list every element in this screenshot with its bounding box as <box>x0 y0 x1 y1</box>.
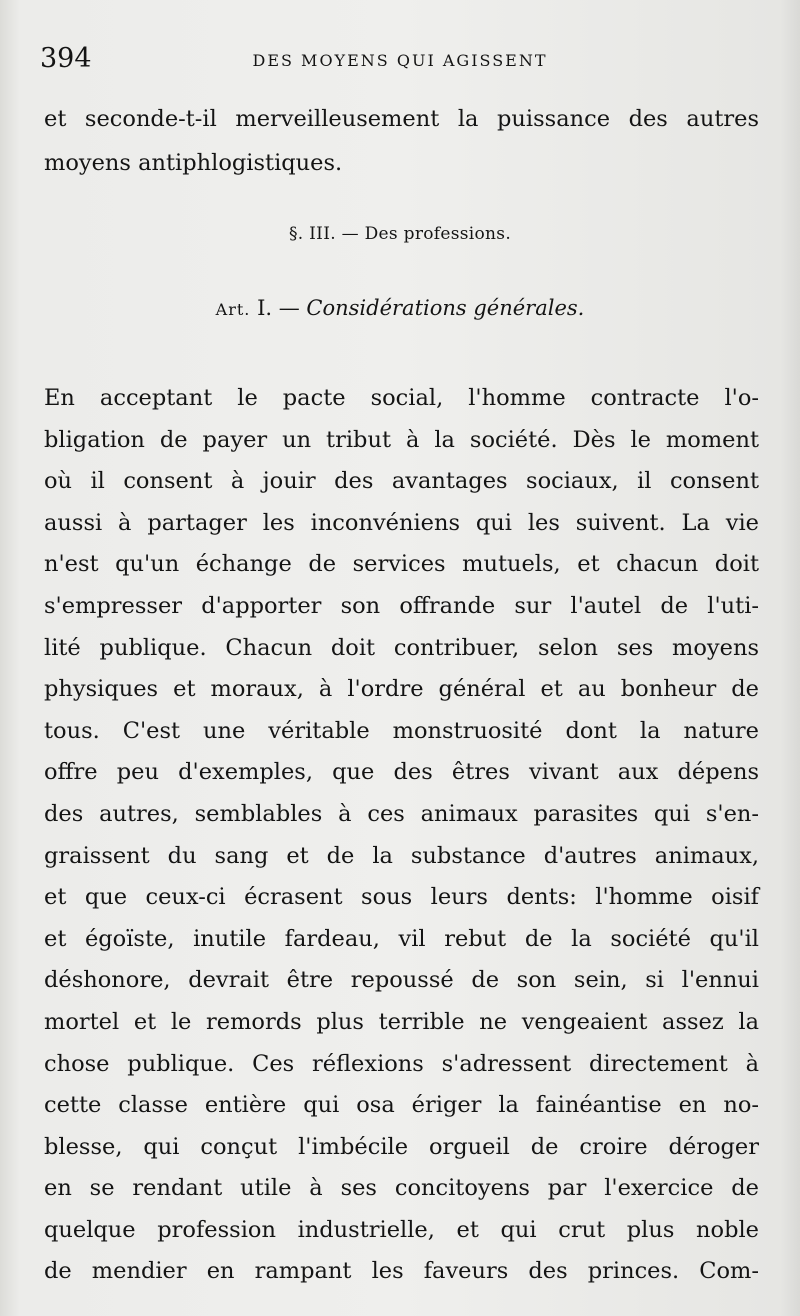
body-paragraph <box>44 378 759 1293</box>
page-header <box>40 43 760 83</box>
text-line: et seconde-t-il merveilleusement la puissance des autres <box>44 106 759 132</box>
text-line: des autres, semblables à ces animaux parasites qui s'en- <box>44 800 759 827</box>
text-line: tous. C'est une véritable monstruosité dont la nature <box>44 717 759 744</box>
text-line: offre peu d'exemples, que des êtres vivant aux dépens <box>44 759 759 786</box>
text-line: aussi à partager les inconvéniens qui les suivent. La vie <box>44 509 759 536</box>
text-line: où il consent à jouir des avantages sociaux, il consent <box>44 468 759 495</box>
continued-paragraph <box>44 97 759 185</box>
text-line: chose publique. Ces réflexions s'adressent directement à <box>44 1050 759 1077</box>
text-line: physiques et moraux, à l'ordre général et au bonheur de <box>44 676 759 703</box>
text-line: en se rendant utile à ses concitoyens par l'exercice de <box>44 1175 759 1202</box>
article-title: Considérations générales. <box>306 296 585 320</box>
text-line: moyens antiphlogistiques. <box>44 150 343 176</box>
page-number: 394 <box>40 43 92 74</box>
article-number: I. — <box>257 296 300 320</box>
text-line: s'empresser d'apporter son offrande sur l'autel de l'uti- <box>44 592 759 619</box>
section-heading: §. III. — Des professions. <box>288 224 512 244</box>
text-line: bligation de payer un tribut à la société. Dès le moment <box>44 426 759 453</box>
running-title: DES MOYENS QUI AGISSENT <box>252 51 548 70</box>
text-line: n'est qu'un échange de services mutuels, et chacun doit <box>44 551 759 578</box>
text-line: cette classe entière qui osa ériger la fainéantise en no- <box>44 1092 759 1119</box>
text-line: lité publique. Chacun doit contribuer, selon ses moyens <box>44 634 759 661</box>
text-line: graissent du sang et de la substance d'autres animaux, <box>44 842 759 869</box>
text-line: et que ceux-ci écrasent sous leurs dents: l'homme oisif <box>44 884 759 911</box>
text-line: En acceptant le pacte social, l'homme contracte l'o- <box>44 385 759 411</box>
article-label: Art. <box>215 300 251 319</box>
article-heading <box>0 296 800 320</box>
text-line: blesse, qui conçut l'imbécile orgueil de croire déroger <box>44 1133 759 1160</box>
text-line: mortel et le remords plus terrible ne vengeaient assez la <box>44 1008 759 1035</box>
text-line: et égoïste, inutile fardeau, vil rebut de la société qu'il <box>44 925 759 952</box>
text-line: déshonore, devrait être repoussé de son sein, si l'ennui <box>44 967 759 994</box>
text-line: de mendier en rampant les faveurs des princes. Com- <box>44 1258 759 1285</box>
text-line: quelque profession industrielle, et qui crut plus noble <box>44 1216 759 1243</box>
